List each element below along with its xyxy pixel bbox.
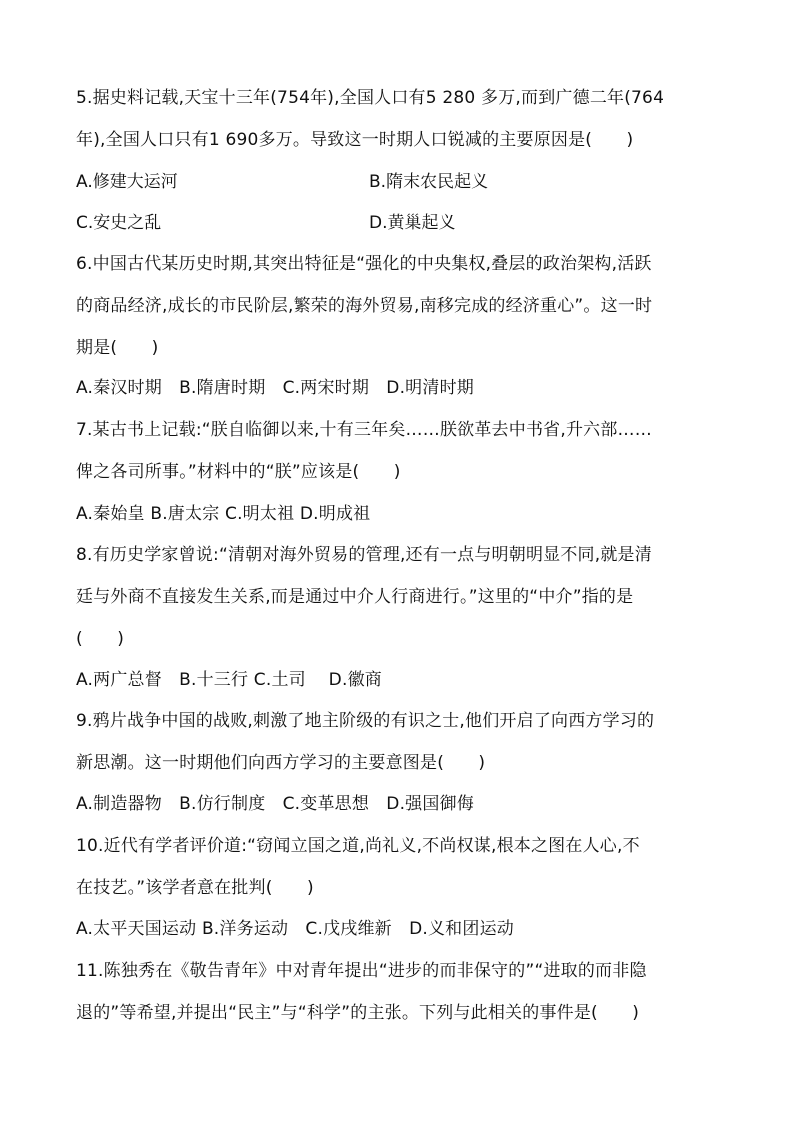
question-text-line: 10.近代有学者评价道:“窃闻立国之道,尚礼义,不尚权谋,根本之图在人心,不: [76, 836, 640, 856]
question-text-line: 6.中国古代某历史时期,其突出特征是“强化的中央集权,叠层的政治架构,活跃: [76, 254, 652, 274]
question-text-line: 9.鸦片战争中国的战败,刺激了地主阶级的有识之士,他们开启了向西方学习的: [76, 711, 655, 731]
option-d: D.黄巢起义: [369, 213, 456, 233]
question-text-line: 11.陈独秀在《敬告青年》中对青年提出“进步的而非保守的”“进取的而非隐: [76, 961, 647, 981]
option-b: B.隋末农民起义: [369, 172, 489, 192]
option-c: C.安史之乱: [76, 213, 162, 233]
question-text-line: 5.据史料记载,天宝十三年(754年),全国人口有5 280 多万,而到广德二年(764: [76, 88, 665, 108]
question-text-line: 7.某古书上记载:“朕自临御以来,十有三年矣……朕欲革去中书省,升六部……: [76, 420, 652, 440]
question-text-line: 在技艺。”该学者意在批判( ): [76, 878, 314, 898]
option-line: A.两广总督 B.十三行 C.土司 D.徽商: [76, 670, 382, 690]
question-text-line: 廷与外商不直接发生关系,而是通过中介人行商进行。”这里的“中介”指的是: [76, 587, 634, 607]
question-text-line: 8.有历史学家曾说:“清朝对海外贸易的管理,还有一点与明朝明显不同,就是清: [76, 545, 652, 565]
question-text-line: 年),全国人口只有1 690多万。导致这一时期人口锐减的主要原因是( ): [76, 130, 634, 150]
question-text-line: 新思潮。这一时期他们向西方学习的主要意图是( ): [76, 753, 486, 773]
question-text-line: 期是( ): [76, 338, 159, 358]
question-text-line: 的商品经济,成长的市民阶层,繁荣的海外贸易,南移完成的经济重心”。这一时: [76, 296, 653, 316]
option-line: A.秦始皇 B.唐太宗 C.明太祖 D.明成祖: [76, 504, 371, 524]
option-line: A.秦汉时期 B.隋唐时期 C.两宋时期 D.明清时期: [76, 378, 474, 398]
option-line: A.制造器物 B.仿行制度 C.变革思想 D.强国御侮: [76, 794, 474, 814]
question-text-line: ( ): [76, 629, 125, 649]
question-text-line: 俾之各司所事。”材料中的“朕”应该是( ): [76, 462, 401, 482]
question-text-line: 退的”等希望,并提出“民主”与“科学”的主张。下列与此相关的事件是( ): [76, 1003, 640, 1023]
option-line: A.太平天国运动 B.洋务运动 C.戊戌维新 D.义和团运动: [76, 919, 514, 939]
option-a: A.修建大运河: [76, 172, 178, 192]
